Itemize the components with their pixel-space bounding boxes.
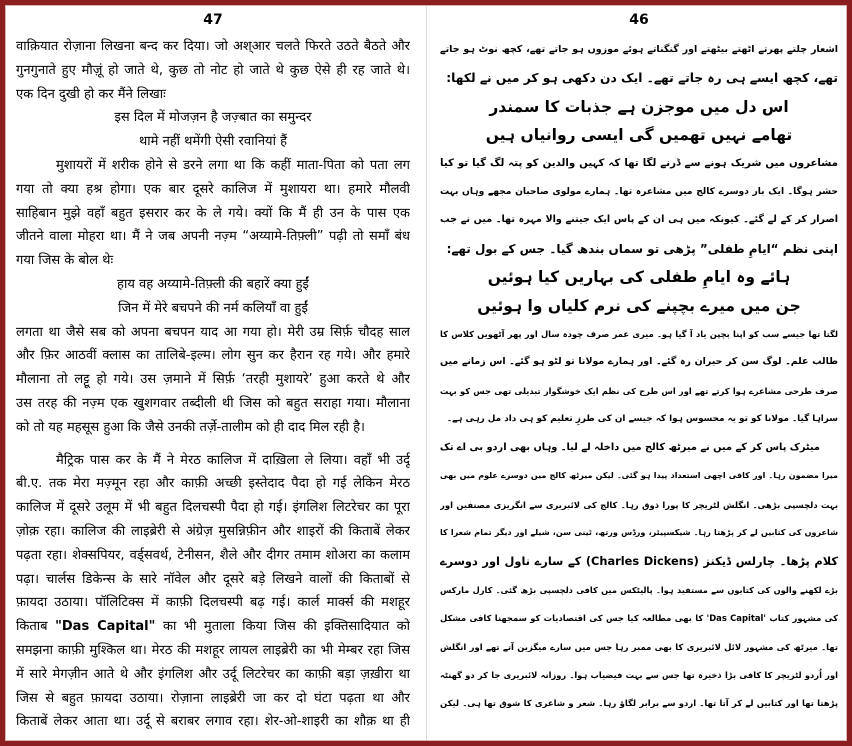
text-line: गुनगुनाते हुए मौज़ूं हो जाते थे, कुछ तो नोट हो जाते थे कुछ ऐसे ही रह जाते थे। — [16, 62, 410, 78]
text-line: تھا۔ میرٹھ کی مشہور لائل لائبریری کا بھی ممبر رہا جس میں سارے میگزین آتے تھے اور انگلش — [440, 641, 838, 652]
verse-line: थामे नहीं थमेंगी ऐसी रवानियां हैं — [138, 134, 287, 150]
text-line: उस तरह की नज़्म एक खुशगवार तब्दीली थी जिस को बहुत सराहा गया। मौलाना — [16, 395, 410, 411]
page-text — [16, 35, 410, 734]
page-number: 47 — [203, 12, 223, 28]
text-line: पढ़ा। चार्लस डिकेन्स के सारे नॉवेल और दूसरे बड़े लिखने वालों की किताबों से — [16, 571, 410, 587]
verse-line: اس دل میں موجزن ہے جذبات کا سمندر — [489, 97, 789, 116]
left-page — [16, 0, 410, 746]
text-line: اور اُردو لٹریچر کا کافی بڑا ذخیرہ تھا جس سے بہت فیضیاب ہوا۔ روزانہ لائبریری جا کر دو گھنٹہ — [440, 669, 838, 680]
text-line: और फ़िर आठवीं क्लास का तालिबे-इल्म। लोग सुन कर हैरान रह गये। और हमारे — [16, 348, 410, 364]
text-line: को तो यह महसूस हुआ कि जैसे उनकी तर्ज़े-तालीम को ही दाद मिल रही है। — [16, 419, 365, 435]
text-line: लगता था जैसे सब को अपना बचपन याद आ गया हो। मेरी उम्र सिर्फ़ चौदह साल — [16, 324, 410, 340]
text-line: طالب علم۔ لوگ سن کر حیران رہ گئے۔ اور ہمارے مولانا تو لٹو ہو گئے۔ اس زمانے میں — [440, 356, 838, 368]
text-line: कालिज में दूसरे उलूम में भी बहुत दिलचस्पी पैदा हो गई। इंगलिश लिटरेचर का पूरा — [16, 500, 410, 516]
text-line: समझना काफ़ी मुश्किल था। मेरठ की मशहूर लायल लाइब्रेरी का भी मेम्बर रहा जिस — [16, 642, 410, 658]
text-line: मुशायरों में शरीक होने से डरने लगा था कि कहीं माता-पिता को पता लग — [56, 157, 410, 173]
text-line: اصرار کر کے لے گئے۔ کیونکہ میں ہی ان کے پاس ایک جیتنے والا مہرہ تھا۔ میں نے جب — [440, 214, 838, 226]
verse-line: जिन में मेरे बचपने की नर्म कलियाँ वा हुईं — [118, 300, 308, 316]
text-line: साहिबान मुझे वहाँ बहुत इसरार कर के ले गये। क्यों कि मैं ही उन के पास एक — [16, 205, 410, 221]
page-text — [440, 36, 838, 718]
verse-line: इस दिल में मोजज़न है जज़्बात का समुन्दर — [114, 110, 312, 126]
text-line: شاعروں کی کتابیں لے کر پڑھتا رہا۔ شیکسپیئر، ورڈس ورتھ، ٹینی سن، شیلے اور دیگر تمام شعرا کا — [440, 527, 838, 537]
page-number: 46 — [629, 12, 649, 28]
spine-divider — [426, 6, 427, 740]
text-line: में सारे मेगज़ीन आते थे और इंगलिश और उर्दू लिटरेचर का काफ़ी बड़ा ज़ख़ीरा था — [16, 666, 410, 682]
text-line: किताबें लेकर आता था। उर्दू से बराबर लगाव रहा। शेर-ओ-शाइरी का शौक़ था ही — [16, 714, 410, 730]
text-line: फ़ायदा उठाया। पॉलिटिक्स में काफ़ी दिलचस्पी बढ़ गई। कार्ल मार्क्स की मशहूर — [16, 595, 410, 611]
text-line: जीतने वाला मोहरा था। मैं ने जब अपनी नज़्म “अय्यामे-तिफ़्ली” पढ़ी तो समाँ बंध — [16, 229, 410, 245]
text-line: मैट्रिक पास कर के मैं ने मेरठ कालिज में दाख़िला ले लिया। वहाँ भी उर्दू — [56, 452, 410, 468]
text-line: میرا مضمون رہا۔ اور کافی اچھی استعداد پیدا ہو گئی۔ لیکن میرٹھ کالج میں دوسرے علوم میں بھی — [440, 471, 838, 481]
right-page — [440, 0, 838, 746]
text-segment: किताब — [16, 619, 56, 635]
verse-line: हाय वह अय्यामे-तिफ़्ली की बहारें क्या हुईं — [117, 276, 309, 292]
verse-line: جن میں میرے بچپنے کی نرم کلیاں وا ہوئیں — [477, 296, 801, 315]
text-line: اپنی نظم “ایامِ طفلی” پڑھی تو سماں بندھ گیا۔ جس کے بول تھے: — [446, 241, 838, 256]
text-line — [16, 615, 410, 639]
text-line: پڑھتا تھا اور کتابیں لے کر آتا تھا۔ اردو سے برابر لگاؤ رہا۔ شعر و شاعری کا شوق تھا ہی۔ لیکن — [440, 698, 838, 709]
text-line: بڑے لکھنے والوں کی کتابوں سے مستفید ہوا۔ پالیٹکس میں کافی دلچسپی بڑھ گئی۔ کارل مارکس — [440, 584, 838, 595]
text-line: पढ़ता रहा। शेक्सपियर, वर्ड्सवर्थ, टेनीसन, शैले और दीगर तमाम शोअरा का कलाम — [16, 547, 410, 563]
text-line: حشر ہوگا۔ ایک بار دوسرے کالج میں مشاعرہ تھا۔ ہمارے مولوی صاحبان مجھے وہاں بہت — [440, 187, 838, 198]
text-line: صرف طرحی مشاعرے ہوا کرتے تھے اور اس طرح کی نظم ایک خوشگوار تبدیلی تھی جس کو بہت — [440, 385, 838, 396]
text-line: مشاعروں میں شریک ہونے سے ڈرنے لگا تھا کہ کہیں والدین کو پتہ لگ گیا تو کیا — [440, 157, 838, 169]
text-line: تھے، کچھ ایسے ہی رہ جاتے تھے۔ ایک دن دکھی ہو کر میں نے لکھا: — [446, 71, 838, 86]
text-line: میٹرک پاس کر کے میں نے میرٹھ کالج میں داخلہ لے لیا۔ وہاں بھی اردو بی اے تک — [440, 441, 820, 453]
text-line: एक दिन दुखी हो कर मैंने लिखाः — [16, 86, 166, 102]
text-segment: का भी मुताला किया जिस की इक्तिसादियात को — [155, 619, 410, 635]
text-line: गया तो क्या हश्र होगा। एक बार दूसरे कालिज में मुशायरा था। हमारे मौलवी — [16, 181, 410, 197]
text-line: کی مشہور کتاب 'Das Capital' کا بھی مطالعہ کیا جس کی اقتصادیات کو سمجھنا کافی مشکل — [440, 613, 838, 624]
text-line: गया जिस के बोल थेः — [16, 253, 114, 269]
verse-line: تھامے نہیں تھمیں گی ایسی روانیاں ہیں — [485, 126, 793, 145]
text-line: لگتا تھا جیسے سب کو اپنا بچپن یاد آ گیا ہو۔ میری عمر صرف چودہ سال اور پھر آٹھویں کلاس کا — [440, 329, 838, 340]
bold-book-title: "Das Capital" — [55, 619, 156, 635]
text-line: बी.ए. तक मेरा मज़्मून रहा और काफ़ी अच्छी इस्तेदाद पैदा हो गई लेकिन मेरठ — [16, 476, 410, 492]
text-line: वाक़ियात रोज़ाना लिखना बन्द कर दिया। जो अश्आर चलते फिरते उठते बैठते और — [16, 39, 410, 54]
text-line: کلام پڑھا۔ چارلس ڈیکنز (Charles Dickens) کے سارے ناول اور دوسرے — [440, 554, 838, 569]
text-line: اشعار چلتے پھرتے اٹھتے بیٹھتے اور گنگناتے ہوئے موزوں ہو جاتے تھے، کچھ نوٹ ہو جاتے — [440, 44, 838, 55]
text-line: जिस से बहुत फ़ायदा उठाया। रोज़ाना लाइब्रेरी जा कर दो घंटा पढ़ता था और — [16, 690, 410, 706]
text-line: بہت دلچسپی بڑھی۔ انگلش لٹریچر کا پورا ذوق رہا۔ کالج کی لائبریری سے انگریزی مصنفین اور — [440, 499, 838, 510]
text-line: ज़ोक़ रहा। कालिज की लाइब्रेरी से अंग्रेज़ मुसन्निफ़ीन और शाइरों की किताबें लेकर — [16, 523, 410, 539]
text-line: मौलाना तो लट्टू हो गये। उस ज़माने में सिर्फ़ ‘तरही मुशायरे’ हुआ करते थे और — [16, 372, 410, 388]
text-line: سراہا گیا۔ مولانا کو تو یہ محسوس ہوا کہ جیسے ان کی طرزِ تعلیم کو ہی داد مل رہی ہے۔ — [446, 414, 838, 425]
verse-line: ہائے وہ ایامِ طفلی کی بہاریں کیا ہوئیں — [487, 268, 791, 287]
